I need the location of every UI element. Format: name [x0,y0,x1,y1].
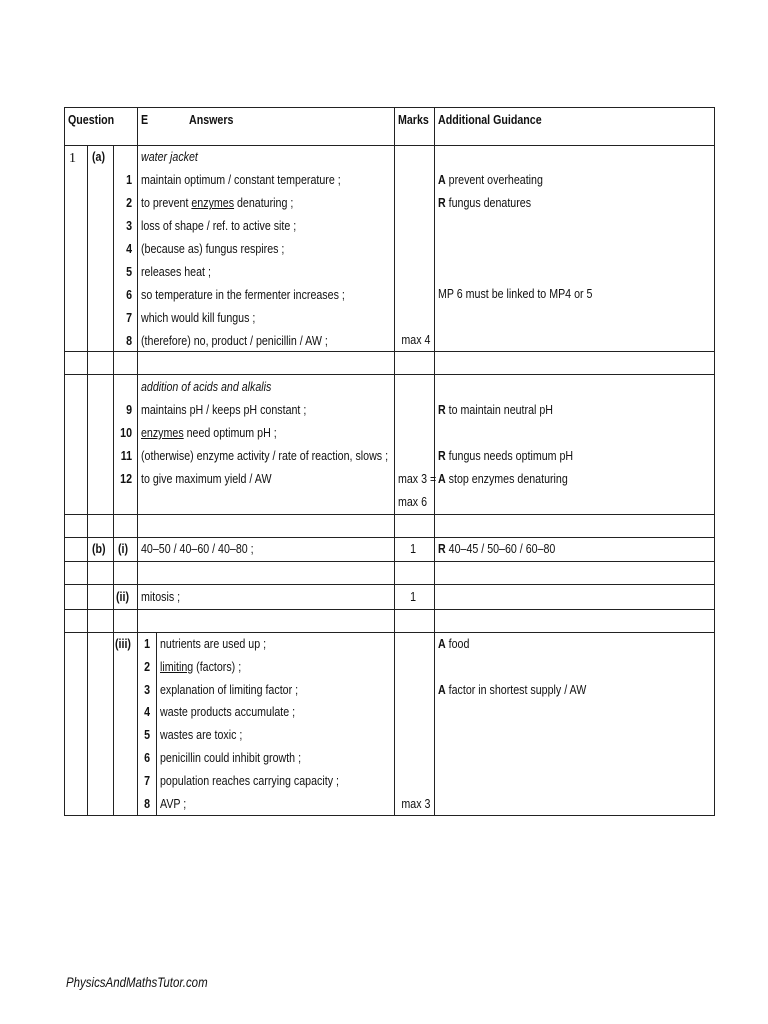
b-i-label: (i) [118,541,129,556]
point-number: 3 [144,681,150,697]
table-border [64,107,65,816]
point-number: 6 [126,287,132,302]
point-text: penicillin could inhibit growth ; [160,750,302,765]
table-border [714,107,715,816]
table-col-divider [113,145,114,816]
point-number: 5 [144,727,150,743]
point-text: wastes are toxic ; [160,727,243,743]
header-guidance: Additional Guidance [438,112,542,127]
point-text: (because as) fungus respires ; [141,241,285,256]
table-rule [64,609,715,610]
point-number: 5 [126,264,132,279]
b-i-answer: 40–50 / 40–60 / 40–80 ; [141,541,254,556]
table-rule [64,107,715,108]
table-rule [64,514,715,515]
block2-guidance-1: R to maintain neutral pH [438,402,553,417]
b-ii-marks: 1 [410,589,416,604]
block2-guidance-2: R fungus needs optimum pH [438,448,574,463]
block1-marks: max 4 [401,332,431,347]
block2-guidance-3: A stop enzymes denaturing [438,471,568,486]
b-i-guidance: R 40–45 / 50–60 / 60–80 [438,541,556,556]
point-number: 4 [144,704,150,720]
point-text: explanation of limiting factor ; [160,681,299,697]
block2-heading: addition of acids and alkalis [141,379,272,394]
b-i-marks: 1 [410,541,416,556]
point-number: 2 [126,195,132,210]
point-text: so temperature in the fermenter increases ; [141,287,345,302]
point-number: 8 [144,795,150,811]
point-text: population reaches carrying capacity ; [160,772,339,788]
point-text: (therefore) no, product / penicillin / AW ; [141,333,328,348]
table-rule [64,815,715,816]
point-text: (otherwise) enzyme activity / rate of reaction, slows ; [141,448,389,463]
block1-guidance-2: R fungus denatures [438,195,532,210]
header-question: Question [68,112,115,127]
header-answers: Answers [189,112,234,127]
point-number: 10 [120,425,132,440]
point-number: 1 [144,636,150,651]
point-number: 6 [144,750,150,765]
point-number: 9 [126,402,132,417]
table-col-divider [394,107,395,816]
point-number: 4 [126,241,132,256]
block2-marks-1: max 3 = [398,471,437,486]
table-col-divider [434,107,435,816]
point-text: AVP ; [160,795,187,811]
point-number: 3 [126,218,132,233]
point-number: 11 [120,448,132,463]
table-col-divider [156,632,157,816]
point-text: which would kill fungus ; [141,310,256,325]
b-ii-answer: mitosis ; [141,589,181,604]
b-iii-marks: max 3 [401,796,431,811]
b-iii-label: (iii) [115,636,131,651]
b-iii-guidance-2: A factor in shortest supply / AW [438,682,587,697]
block2-marks-2: max 6 [398,494,428,509]
point-text: nutrients are used up ; [160,636,267,651]
point-text: releases heat ; [141,264,211,279]
point-text: waste products accumulate ; [160,704,296,720]
point-number: 8 [126,333,132,348]
point-text: enzymes need optimum pH ; [141,425,277,440]
block1-guidance-3: MP 6 must be linked to MP4 or 5 [438,286,593,301]
point-number: 12 [120,471,132,486]
point-number: 7 [144,772,150,788]
header-e: E [141,112,149,127]
point-number: 1 [126,172,132,187]
question-number: 1 [69,151,76,166]
point-number: 7 [126,310,132,325]
point-text: limiting (factors) ; [160,658,242,674]
point-text: to prevent enzymes denaturing ; [141,195,294,210]
table-col-divider [87,145,88,816]
part-a-label: (a) [92,149,106,164]
block1-heading: water jacket [141,149,198,164]
table-rule [64,374,715,375]
b-iii-guidance-1: A food [438,636,470,651]
point-text: maintains pH / keeps pH constant ; [141,402,307,417]
header-marks: Marks [398,112,429,127]
point-text: to give maximum yield / AW [141,471,272,486]
footer-site: PhysicsAndMathsTutor.com [66,974,208,990]
point-number: 2 [144,658,150,674]
table-rule [64,561,715,562]
block1-guidance-1: A prevent overheating [438,172,543,187]
point-text: loss of shape / ref. to active site ; [141,218,297,233]
b-ii-label: (ii) [116,589,130,604]
point-text: maintain optimum / constant temperature ; [141,172,341,187]
part-b-label: (b) [92,541,106,556]
table-rule [64,584,715,585]
